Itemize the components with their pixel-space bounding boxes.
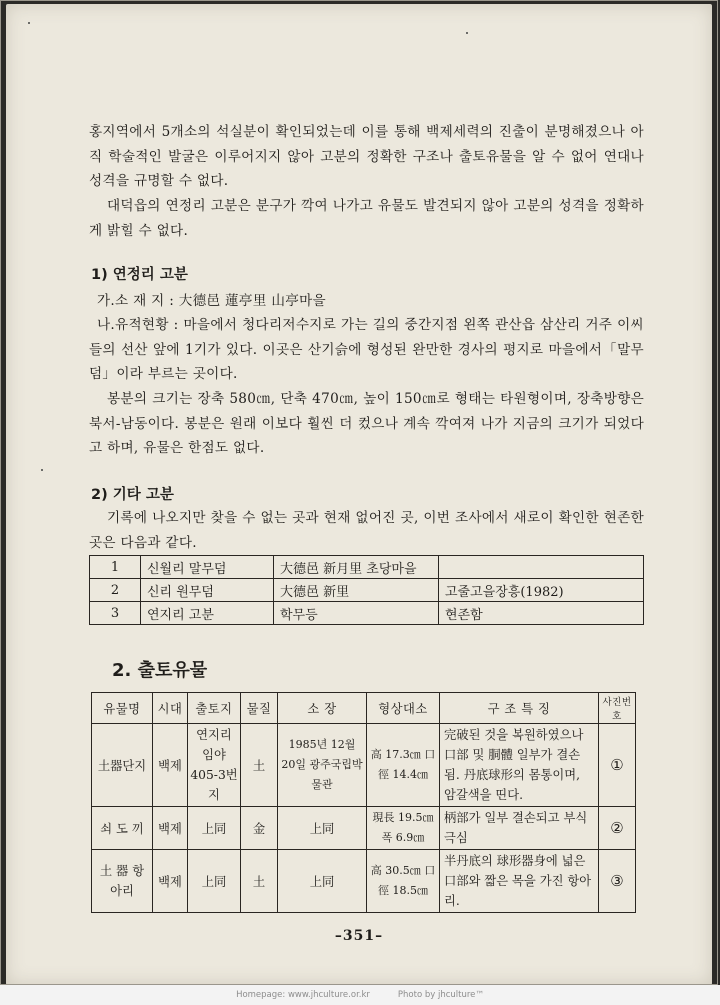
artifact-site: 上同 (188, 850, 241, 913)
tomb-note: 고줄고을장흥(1982) (439, 579, 644, 602)
col-header-photo: 사진번호 (599, 693, 636, 724)
document-page (6, 4, 712, 985)
section-title-artifacts: 2. 출토유물 (112, 660, 208, 681)
artifact-name: 쇠 도 끼 (92, 807, 153, 850)
artifact-material: 土 (241, 724, 278, 807)
artifact-size: 現長 19.5㎝ 폭 6.9㎝ (367, 807, 440, 850)
page-number: –351– (334, 928, 384, 944)
table-row (90, 556, 644, 579)
col-header-name: 유물명 (92, 693, 153, 724)
heading-other-tombs: 2) 기타 고분 (91, 487, 174, 503)
tomb-place: 학무등 (274, 602, 439, 625)
artifact-era: 백제 (153, 807, 188, 850)
col-header-size: 형상대소 (367, 693, 440, 724)
paragraph-intro: 홍지역에서 5개소의 석실분이 확인되었는데 이를 통해 백제세력의 진출이 분명해졌으나 아직 학술적인 발굴은 이루어지지 않아 고분의 정확한 구조나 출토유물을 알 수 없어 연대나 성격을 규명할 수 없다. (89, 124, 644, 189)
tomb-note: 현존함 (439, 602, 644, 625)
tomb-name: 신월리 말무덤 (141, 556, 274, 579)
table-row (92, 850, 636, 913)
tomb-place: 大德邑 新里 (274, 579, 439, 602)
tomb-list-table (89, 555, 644, 625)
artifact-photo-no: ① (599, 724, 636, 807)
artifact-table (91, 692, 636, 913)
col-header-feature: 구 조 특 징 (440, 693, 599, 724)
artifact-site: 연지리 임야 405-3번지 (188, 724, 241, 807)
artifact-name: 土器단지 (92, 724, 153, 807)
col-header-era: 시대 (153, 693, 188, 724)
col-header-material: 물질 (241, 693, 278, 724)
table-row (90, 602, 644, 625)
artifact-era: 백제 (153, 850, 188, 913)
paragraph-other-tombs: 기록에 나오지만 찾을 수 없는 곳과 현재 없어진 곳, 이번 조사에서 새로이 확인한 현존한 곳은 다음과 같다. (89, 510, 644, 551)
artifact-holding: 1985년 12월 20일 광주국립박물관 (278, 724, 367, 807)
artifact-material: 金 (241, 807, 278, 850)
artifact-material: 土 (241, 850, 278, 913)
artifact-feature: 完破된 것을 복원하였으나 口部 및 胴體 일부가 결손됨. 丹底球形의 몸통이며, 암갈색을 띤다. (440, 724, 599, 807)
artifact-holding: 上同 (278, 850, 367, 913)
artifact-name: 土 器 항아리 (92, 850, 153, 913)
footer-bar (0, 985, 720, 1005)
site-status: 나.유적현황 : 마을에서 청다리저수지로 가는 길의 중간지점 왼쪽 관산읍 삼산리 거주 이씨들의 선산 앞에 1기가 있다. 이곳은 산기슭에 형성된 완만한 경사의 평지로 마을에서「말무덤」이라 부르는 곳이다. (89, 317, 644, 382)
col-header-site: 출토지 (188, 693, 241, 724)
artifact-feature: 半丹底의 球形器身에 넓은 口部와 짧은 목을 가진 항아리. (440, 850, 599, 913)
tomb-name: 신리 원무덤 (141, 579, 274, 602)
tomb-place: 大德邑 新月里 초당마을 (274, 556, 439, 579)
speck (28, 22, 30, 24)
tomb-name: 연지리 고분 (141, 602, 274, 625)
tomb-note (439, 556, 644, 579)
table-row (92, 724, 636, 807)
location-line: 가.소 재 지 : 大德邑 蓮亭里 山亭마을 (97, 293, 326, 309)
table-row (90, 579, 644, 602)
tomb-no: 1 (90, 556, 141, 579)
artifact-era: 백제 (153, 724, 188, 807)
tomb-no: 2 (90, 579, 141, 602)
speck (466, 32, 468, 34)
footer-homepage: Homepage: www.jhculture.or.kr (236, 990, 370, 1000)
artifact-photo-no: ② (599, 807, 636, 850)
table-header-row (92, 693, 636, 724)
col-header-holding: 소 장 (278, 693, 367, 724)
artifact-site: 上同 (188, 807, 241, 850)
footer-photo-credit: Photo by jhculture™ (397, 990, 484, 1000)
artifact-size: 高 17.3㎝ 口徑 14.4㎝ (367, 724, 440, 807)
paragraph-daedeok: 대덕읍의 연정리 고분은 분구가 깍여 나가고 유물도 발견되지 않아 고분의 성격을 정확하게 밝힐 수 없다. (89, 198, 644, 239)
artifact-holding: 上同 (278, 807, 367, 850)
artifact-photo-no: ③ (599, 850, 636, 913)
heading-yeonjeongri: 1) 연정리 고분 (91, 267, 188, 283)
table-row (92, 807, 636, 850)
artifact-size: 高 30.5㎝ 口徑 18.5㎝ (367, 850, 440, 913)
speck (41, 469, 43, 471)
artifact-feature: 柄部가 일부 결손되고 부식극심 (440, 807, 599, 850)
tomb-no: 3 (90, 602, 141, 625)
paragraph-mound-size: 봉분의 크기는 장축 580㎝, 단축 470㎝, 높이 150㎝로 형태는 타원형이며, 장축방향은 북서-남동이다. 봉분은 원래 이보다 훨씬 더 컸으나 계속 깍여져 나가 지금의 크기가 되었다고 하며, 유물은 한점도 없다. (89, 391, 644, 456)
